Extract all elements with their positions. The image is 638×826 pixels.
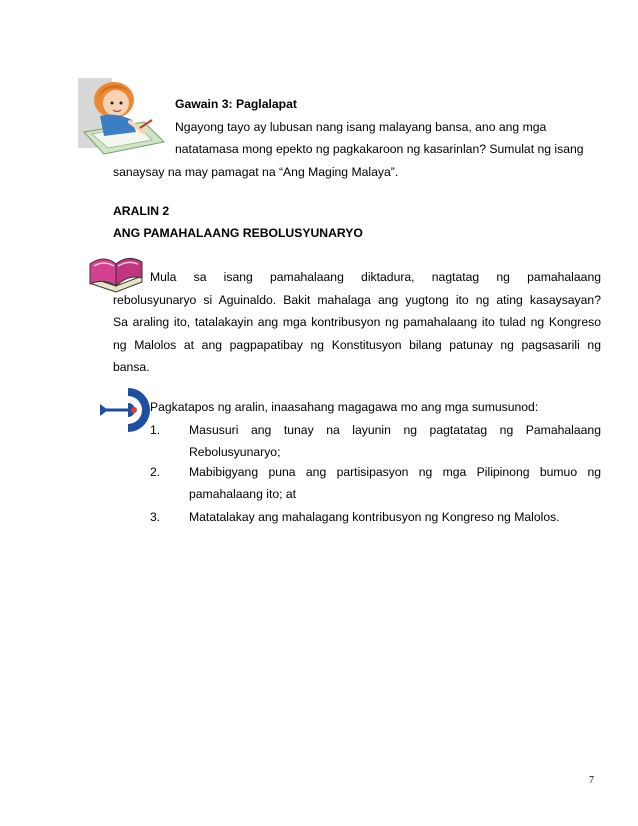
objective-2-line-1: Mabibigyang puna ang partisipasyon ng mga Pilipinong bumuo ng xyxy=(189,465,601,479)
objective-3-line-1: Matatalakay ang mahalagang kontribusyon ng Kongreso ng Malolos. xyxy=(189,510,560,524)
activity-line-2: natatamasa mong epekto ng pagkakaroon ng kasarinlan? Sumulat ng isang xyxy=(175,142,584,156)
intro-line-3: Sa araling ito, tatalakayin ang mga kontribusyon ng pamahalaang ito tulad ng Kongreso xyxy=(113,315,601,329)
lesson-title: ANG PAMAHALAANG REBOLUSYUNARYO xyxy=(113,226,363,240)
objective-number-2: 2. xyxy=(150,465,161,479)
intro-line-5: bansa. xyxy=(113,360,150,374)
intro-line-2: rebolusyunaryo si Aguinaldo. Bakit mahalaga ang yugtong ito ng ating kasaysayan? xyxy=(113,293,601,307)
activity-line-1: Ngayong tayo ay lubusan nang isang malayang bansa, ano ang mga xyxy=(175,120,547,134)
objective-2-line-2: pamahalaang ito; at xyxy=(189,487,297,501)
objective-number-1: 1. xyxy=(150,423,161,437)
objective-1-line-1: Masusuri ang tunay na layunin ng pagtatatag ng Pamahalaang xyxy=(189,423,601,437)
lesson-label: ARALIN 2 xyxy=(113,204,170,218)
intro-line-1: Mula sa isang pamahalaang diktadura, nagtatag ng pamahalaang xyxy=(150,270,601,284)
target-arrow-icon xyxy=(98,386,154,434)
activity-title: Gawain 3: Paglalapat xyxy=(175,97,297,111)
activity-line-3: sanaysay na may pamagat na “Ang Maging Malaya”. xyxy=(113,165,399,179)
intro-line-4: ng Malolos at ang pagpapatibay ng Konstitusyon bilang patunay ng pagsasarili ng xyxy=(113,338,601,352)
objective-1-line-2: Rebolusyunaryo; xyxy=(189,445,281,459)
book-icon xyxy=(86,250,146,294)
objective-number-3: 3. xyxy=(150,510,161,524)
page-number: 7 xyxy=(589,775,594,786)
girl-writing-icon xyxy=(78,70,168,156)
objectives-lead: Pagkatapos ng aralin, inaasahang magagawa mo ang mga sumusunod: xyxy=(150,400,539,414)
